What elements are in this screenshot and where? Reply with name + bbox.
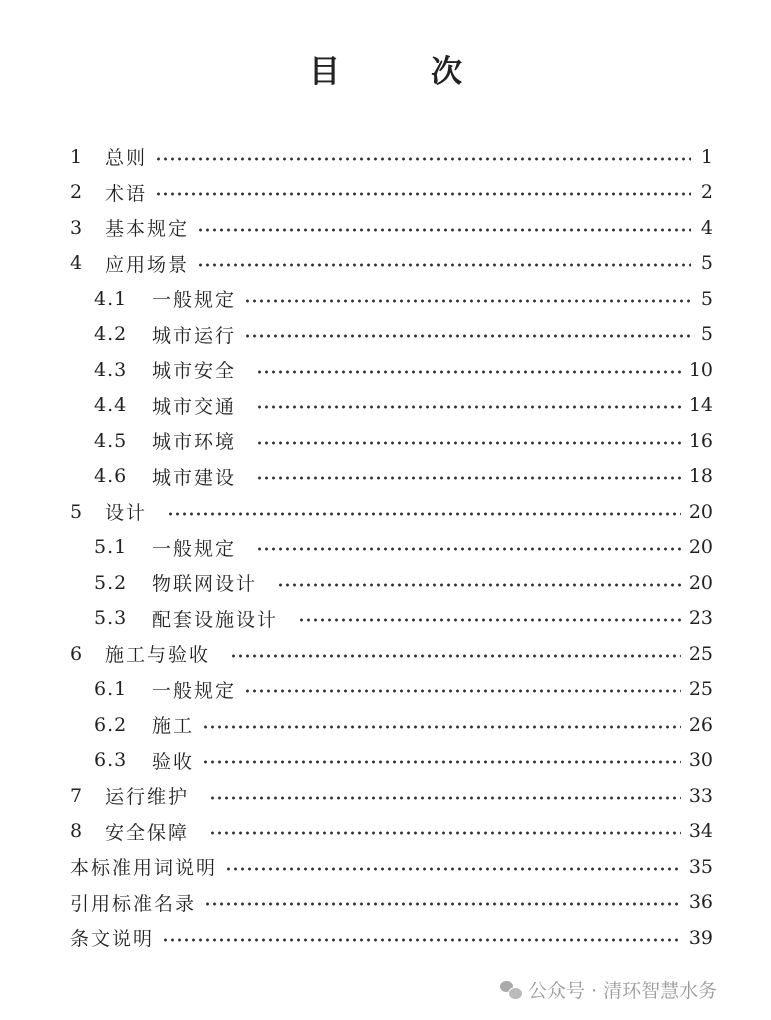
page-number: 25 <box>688 642 713 665</box>
section-number: 6.3 <box>94 749 128 772</box>
dot-leader <box>277 582 681 588</box>
dot-leader <box>256 546 681 552</box>
section-number: 6 <box>70 642 83 665</box>
section-title: 基本规定 <box>105 218 190 241</box>
toc-entry[interactable] <box>70 494 713 530</box>
dot-leader <box>256 475 681 481</box>
dot-leader <box>256 369 681 375</box>
section-title: 条文说明 <box>70 928 155 951</box>
page-number: 34 <box>688 820 713 843</box>
page-number: 26 <box>688 713 713 736</box>
section-number: 2 <box>70 181 83 204</box>
toc-entry[interactable] <box>70 139 713 175</box>
section-title: 物联网设计 <box>152 573 258 596</box>
dot-leader <box>202 724 681 730</box>
section-number: 4.6 <box>94 465 128 488</box>
toc-entry[interactable] <box>70 352 713 388</box>
dot-leader <box>209 830 681 836</box>
section-number: 5.2 <box>94 571 128 594</box>
section-number: 4.2 <box>94 323 128 346</box>
section-number: 1 <box>70 145 83 168</box>
section-title: 城市安全 <box>152 360 237 383</box>
dot-leader <box>244 333 691 339</box>
dot-leader <box>202 759 681 765</box>
toc-entry[interactable] <box>70 707 713 743</box>
toc-entry[interactable] <box>70 601 713 637</box>
toc-entry[interactable] <box>70 175 713 211</box>
section-number: 8 <box>70 820 83 843</box>
section-title: 验收 <box>152 750 195 773</box>
page-number: 5 <box>700 323 713 346</box>
page-number: 18 <box>688 465 713 488</box>
section-number: 6.2 <box>94 713 128 736</box>
section-title: 一般规定 <box>152 289 237 312</box>
section-number: 4.5 <box>94 429 128 452</box>
page-number: 20 <box>688 536 713 559</box>
toc-entry[interactable] <box>70 814 713 850</box>
toc-entry[interactable] <box>70 530 713 566</box>
section-title: 一般规定 <box>152 537 237 560</box>
toc-entry[interactable] <box>70 778 713 814</box>
dot-leader <box>167 511 681 517</box>
toc-entry[interactable] <box>70 636 713 672</box>
dot-leader <box>244 298 691 304</box>
section-number: 4.4 <box>94 394 128 417</box>
section-title: 一般规定 <box>152 679 237 702</box>
table-of-contents <box>70 139 713 956</box>
page-number: 14 <box>688 394 713 417</box>
dot-leader <box>197 227 691 233</box>
toc-entry[interactable] <box>70 920 713 956</box>
section-number: 4 <box>70 252 83 275</box>
toc-entry[interactable] <box>70 388 713 424</box>
section-title: 应用场景 <box>105 253 190 276</box>
section-title: 运行维护 <box>105 786 190 809</box>
section-title: 城市运行 <box>152 324 237 347</box>
section-number: 5.1 <box>94 536 128 559</box>
section-title: 城市建设 <box>152 466 237 489</box>
section-title: 术语 <box>105 182 148 205</box>
section-number: 4.3 <box>94 358 128 381</box>
dot-leader <box>209 795 681 801</box>
toc-entry[interactable] <box>70 246 713 282</box>
page-number: 35 <box>688 855 713 878</box>
page-number: 20 <box>688 500 713 523</box>
toc-entry[interactable] <box>70 210 713 246</box>
section-title: 配套设施设计 <box>152 608 279 631</box>
section-title: 设计 <box>105 502 148 525</box>
section-number: 7 <box>70 784 83 807</box>
wechat-icon <box>500 981 522 999</box>
section-title: 施工 <box>152 715 195 738</box>
section-number: 6.1 <box>94 678 128 701</box>
section-title: 安全保障 <box>105 821 190 844</box>
page-number: 36 <box>688 891 713 914</box>
page-number: 5 <box>700 287 713 310</box>
dot-leader <box>197 262 691 268</box>
page-number: 4 <box>700 216 713 239</box>
section-number: 3 <box>70 216 83 239</box>
page-number: 33 <box>688 784 713 807</box>
toc-entry[interactable] <box>70 281 713 317</box>
watermark <box>500 976 717 1003</box>
toc-entry[interactable] <box>70 885 713 921</box>
page-number: 5 <box>700 252 713 275</box>
page-number: 25 <box>688 678 713 701</box>
dot-leader <box>225 866 681 872</box>
section-title: 施工与验收 <box>105 644 211 667</box>
toc-entry[interactable] <box>70 672 713 708</box>
page-number: 30 <box>688 749 713 772</box>
page-title: 目 次 <box>309 54 492 90</box>
section-title: 总则 <box>105 147 148 170</box>
page-number: 1 <box>700 145 713 168</box>
dot-leader <box>244 688 681 694</box>
toc-entry[interactable] <box>70 743 713 779</box>
section-number: 5.3 <box>94 607 128 630</box>
dot-leader <box>155 191 691 197</box>
page-number: 10 <box>688 358 713 381</box>
toc-entry[interactable] <box>70 459 713 495</box>
toc-entry[interactable] <box>70 317 713 353</box>
section-title: 引用标准名录 <box>70 892 197 915</box>
toc-entry[interactable] <box>70 423 713 459</box>
dot-leader <box>256 440 681 446</box>
section-title: 城市环境 <box>152 431 237 454</box>
toc-entry[interactable] <box>70 565 713 601</box>
dot-leader <box>298 617 681 623</box>
section-number: 5 <box>70 500 83 523</box>
dot-leader <box>162 937 681 943</box>
section-title: 本标准用词说明 <box>70 857 218 880</box>
page-number: 20 <box>688 571 713 594</box>
watermark-text: 公众号 · 清环智慧水务 <box>528 980 718 1002</box>
page-number: 39 <box>688 926 713 949</box>
page-number: 23 <box>688 607 713 630</box>
dot-leader <box>155 156 691 162</box>
section-number: 4.1 <box>94 287 128 310</box>
dot-leader <box>230 653 681 659</box>
dot-leader <box>256 404 681 410</box>
page-number: 2 <box>700 181 713 204</box>
section-title: 城市交通 <box>152 395 237 418</box>
toc-entry[interactable] <box>70 849 713 885</box>
dot-leader <box>204 901 681 907</box>
page-number: 16 <box>688 429 713 452</box>
